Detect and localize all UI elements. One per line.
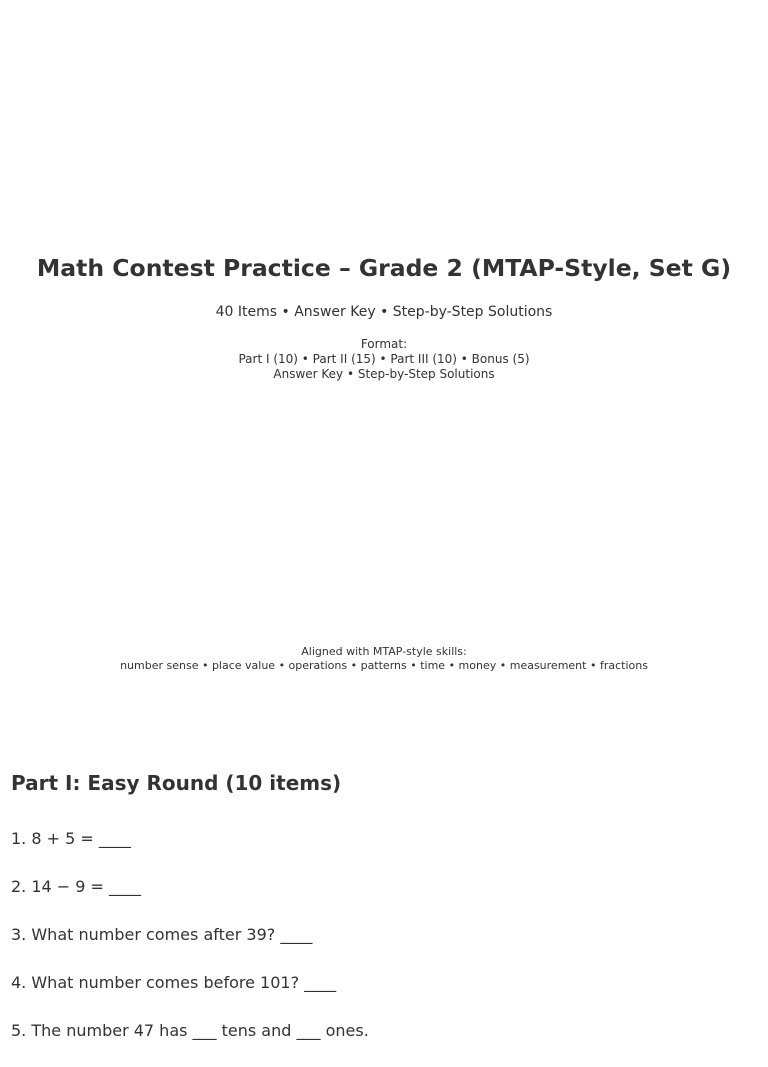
list-item: 5. The number 47 has ___ tens and ___ ones.: [11, 1021, 369, 1040]
list-item: 1. 8 + 5 = ____: [11, 829, 131, 848]
part1-item-list: [11, 827, 369, 1067]
alignment-block: [0, 645, 768, 673]
part1-heading: Part I: Easy Round (10 items): [11, 771, 342, 795]
format-label: Format:: [360, 337, 408, 351]
format-block: [0, 337, 768, 382]
list-item: 4. What number comes before 101? ____: [11, 973, 337, 992]
list-item: 2. 14 − 9 = ____: [11, 877, 142, 896]
alignment-skills: number sense • place value • operations • patterns • time • money • measurement • fractions: [120, 659, 648, 672]
page-title: Math Contest Practice – Grade 2 (MTAP-Style, Set G): [36, 254, 732, 282]
list-item: 3. What number comes after 39? ____: [11, 925, 313, 944]
page-subtitle: 40 Items • Answer Key • Step-by-Step Solutions: [215, 304, 553, 320]
format-extras: Answer Key • Step-by-Step Solutions: [273, 367, 495, 381]
alignment-label: Aligned with MTAP-style skills:: [301, 645, 467, 658]
format-parts: Part I (10) • Part II (15) • Part III (10) • Bonus (5): [238, 352, 530, 366]
